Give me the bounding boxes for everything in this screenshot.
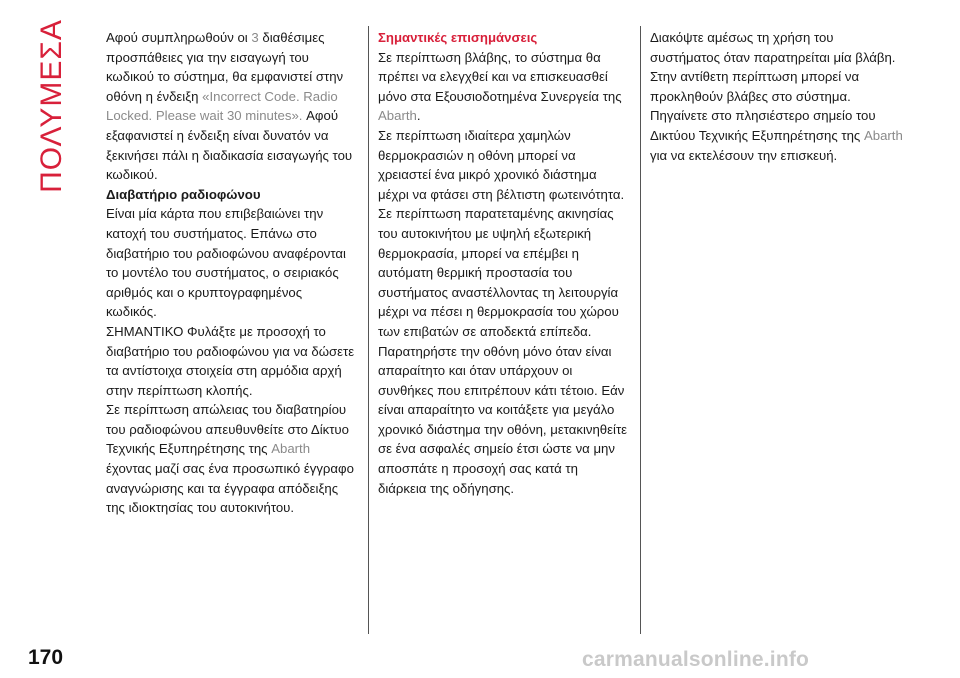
watermark: carmanualsonline.info bbox=[582, 648, 810, 671]
page-number: 170 bbox=[28, 646, 64, 669]
column-divider bbox=[368, 26, 369, 634]
paragraph bbox=[106, 400, 356, 518]
paragraph: Σε περίπτωση παρατεταμένης ακινησίας του αυτοκινήτου με υψηλή εξωτερική θερμοκρασία, μπορεί να επέμβει η αυτόματη θερμική προστασία του συστήματος αναστέλλοντας τη λειτουργία μέχρι να πέσει η θερμοκρασία του χώρου των επιβατών σε αποδεκτά επίπεδα. bbox=[378, 206, 619, 339]
paragraph: Σε περίπτωση ιδιαίτερα χαμηλών θερμοκρασιών η οθόνη μπορεί να χρειαστεί ένα μικρό χρονικό διάστημα μέχρι να φτάσει στη βέλτιστη φωτεινότητα. bbox=[378, 127, 625, 202]
display-message: «Incorrect Code. Radio Locked. Please wait 30 minutes». bbox=[106, 88, 338, 124]
text: . bbox=[416, 108, 421, 124]
text: Αφού εξαφανιστεί η ένδειξη είναι δυνατόν να ξεκινήσει πάλι η διαδικασία εισαγωγής του κωδικού. bbox=[106, 108, 353, 183]
brand-name: Abarth bbox=[863, 127, 903, 143]
brand-name: Abarth bbox=[271, 441, 311, 457]
text: για να εκτελέσουν την επισκευή. bbox=[650, 147, 838, 163]
section-tab bbox=[22, 18, 82, 193]
text: διαθέσιμες προσπάθειες για την εισαγωγή του κωδικού το σύστημα, θα εμφανιστεί στην οθόνη η ένδειξη bbox=[106, 30, 344, 104]
brand-name: Abarth bbox=[378, 108, 417, 124]
section-tab-label: ΠΟΛΥΜΕΣΑ bbox=[35, 18, 68, 193]
column-3 bbox=[650, 28, 905, 165]
text: Διακόψτε αμέσως τη χρήση του συστήματος όταν παρατηρείται μία βλάβη. Στην αντίθετη περίπτωση μπορεί να προκληθούν βλάβες στο σύστημα. Πηγαίνετε στο πλησιέστερο σημείο του Δικτύου Τεχνικής Εξυπηρέτησης της bbox=[650, 30, 896, 143]
text: Αφού συμπληρωθούν οι bbox=[106, 30, 252, 45]
text: Σε περίπτωση απώλειας του διαβατηρίου του ραδιοφώνου απευθυνθείτε στο Δίκτυο Τεχνικής Εξυπηρέτησης της bbox=[106, 402, 349, 457]
paragraph bbox=[650, 28, 905, 165]
paragraph: Παρατηρήστε την οθόνη μόνο όταν είναι απαραίτητο και όταν υπάρχουν οι συνθήκες που επιτρέπουν κάτι τέτοιο. Εάν είναι απαραίτητο να κοιτάξετε για μεγάλο χρονικό διάστημα την οθόνη, μετακινηθείτε σε ένα ασφαλές σημείο έτσι ώστε να μην αποσπάτε η προσοχή σας κατά τη διάρκεια της οδήγησης. bbox=[378, 343, 628, 496]
paragraph bbox=[378, 48, 628, 126]
paragraph bbox=[106, 28, 356, 185]
column-1 bbox=[106, 28, 356, 518]
attempts-count: 3 bbox=[251, 30, 259, 45]
section-heading: Σημαντικές επισημάνσεις bbox=[378, 30, 538, 45]
text: Σε περίπτωση βλάβης, το σύστημα θα πρέπει να ελεγχθεί και να επισκευασθεί μόνο στα Εξουσιοδοτημένα Συνεργεία της bbox=[378, 49, 622, 104]
paragraph: Είναι μία κάρτα που επιβεβαιώνει την κατοχή του συστήματος. Επάνω στο διαβατήριο του ραδιοφώνου αναφέρονται το μοντέλο του συστήματος, ο σειριακός αριθμός και ο κρυπτογραφημένος κωδικός. bbox=[106, 206, 346, 320]
paragraph: ΣΗΜΑΝΤΙΚΟ Φυλάξτε με προσοχή το διαβατήριο του ραδιοφώνου για να δώσετε τα αντίστοιχα στοιχεία στη αρμόδια αρχή στην περίπτωση κλοπής. bbox=[106, 323, 355, 398]
column-divider bbox=[640, 26, 641, 634]
section-heading: Διαβατήριο ραδιοφώνου bbox=[106, 186, 261, 202]
column-2 bbox=[378, 28, 628, 498]
text: έχοντας μαζί σας ένα προσωπικό έγγραφο αναγνώρισης και τα έγγραφα απόδειξης της ιδιοκτησίας του αυτοκινήτου. bbox=[106, 461, 354, 516]
